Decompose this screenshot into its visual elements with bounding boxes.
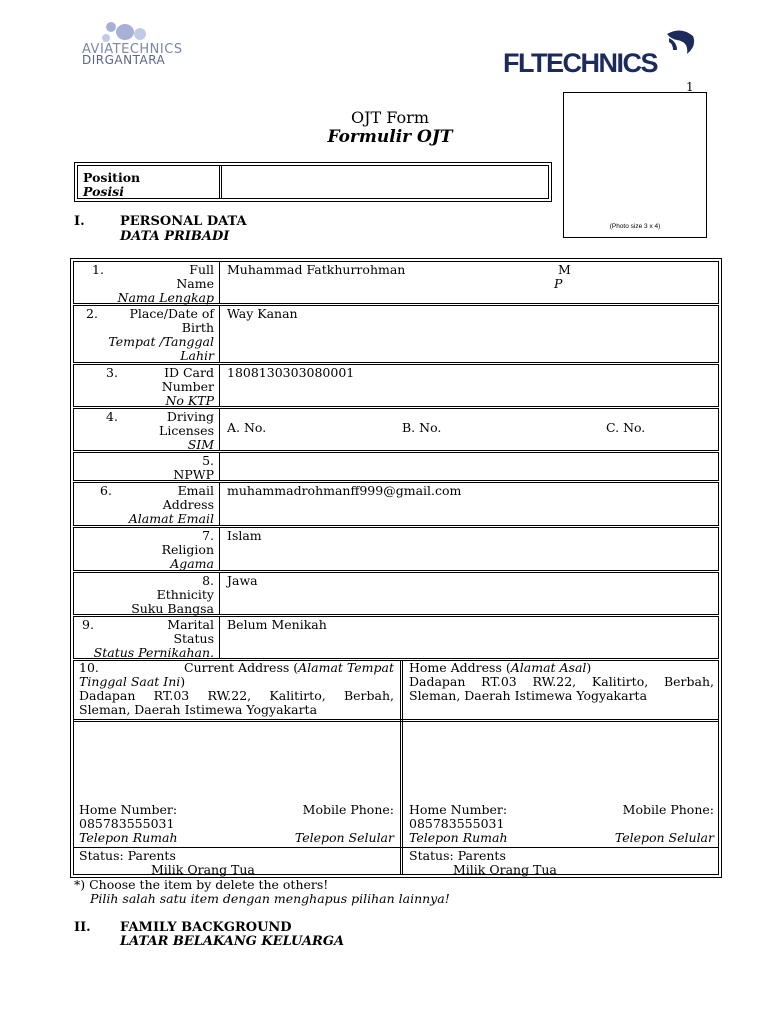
logo-text-line2: DIRGANTARA — [82, 53, 166, 67]
row-label: 3. ID Card Number No KTP — [106, 365, 214, 408]
aviatechnics-logo — [78, 20, 218, 70]
license-a-field[interactable]: A. No. — [227, 420, 267, 435]
note-instruction: *) Choose the item by delete the others! — [74, 877, 329, 892]
row-label: 5. NPWP — [173, 453, 214, 482]
table-row-religion — [73, 527, 719, 571]
photo-placeholder[interactable] — [563, 92, 707, 238]
current-address-cell[interactable]: 10. Current Address (Alamat Tempat Tinggal Saat Ini) Dadapan RT.03 RW.22, Kalitirto, Berbah, Sleman, Daerah Istimewa Yogyakarta — [79, 660, 394, 717]
table-row-marital-status — [73, 616, 719, 659]
license-c-field[interactable]: C. No. — [606, 420, 646, 435]
ethnicity-value[interactable]: Jawa — [227, 573, 258, 588]
email-value[interactable]: muhammadrohmanff999@gmail.com — [227, 483, 462, 498]
home-status-cell[interactable]: Status: Parents Milik Orang Tua — [409, 848, 557, 877]
section-1-number: I. — [74, 214, 85, 229]
fltechnics-logo-text: FLTECHNICS — [503, 48, 657, 78]
photo-size-note: (Photo size 3 x 4) — [609, 223, 661, 230]
section-2-title-id: LATAR BELAKANG KELUARGA — [120, 934, 345, 949]
birth-value[interactable]: Way Kanan — [227, 306, 298, 321]
note-instruction-id: Pilih salah satu item dengan menghapus pilihan lainnya! — [90, 891, 450, 906]
full-name-value[interactable]: Muhammad Fatkhurrohman — [227, 262, 406, 277]
table-row-id-card — [73, 364, 719, 407]
table-row-email — [73, 482, 719, 526]
section-1-title-id: DATA PRIBADI — [120, 229, 230, 244]
row-label: 1. Full Name Nama Lengkap — [92, 262, 214, 305]
license-b-field[interactable]: B. No. — [402, 420, 442, 435]
position-label: Position — [83, 170, 141, 185]
current-phone-cell[interactable]: Home Number: Mobile Phone: 085783555031 Telepon Rumah Telepon Selular — [79, 802, 394, 845]
form-title: OJT Form — [351, 108, 429, 127]
fltechnics-swoosh-icon — [663, 28, 697, 58]
marital-status-value[interactable]: Belum Menikah — [227, 617, 327, 632]
section-2-title: FAMILY BACKGROUND — [120, 920, 292, 935]
id-card-value[interactable]: 1808130303080001 — [227, 365, 355, 380]
position-box — [74, 162, 552, 202]
table-row-driving-licenses — [73, 408, 719, 451]
table-row-birth — [73, 305, 719, 363]
home-phone-cell[interactable]: Home Number: Mobile Phone: 085783555031 Telepon Rumah Telepon Selular — [409, 802, 714, 845]
form-title-id: Formulir OJT — [327, 127, 453, 147]
row-label: 4. Driving Licenses SIM — [106, 409, 214, 452]
position-label-id: Posisi — [83, 184, 124, 199]
section-2-number: II. — [74, 920, 91, 935]
table-row-npwp — [73, 452, 719, 481]
row-label: 8. Ethnicity Suku Bangsa — [131, 573, 214, 616]
logo-text-line1: AVIATECHNICS — [82, 42, 183, 57]
row-label: 2. Place/Date of Birth Tempat /Tanggal Lahir — [86, 306, 214, 363]
section-1-title: PERSONAL DATA — [120, 214, 247, 229]
row-label: 7. Religion Agama — [161, 528, 214, 571]
religion-value[interactable]: Islam — [227, 528, 262, 543]
current-status-cell[interactable]: Status: Parents Milik Orang Tua — [79, 848, 255, 877]
personal-data-table — [70, 258, 722, 878]
row-label: 6. Email Address Alamat Email — [100, 483, 214, 526]
home-address-cell[interactable]: Home Address (Alamat Asal) Dadapan RT.03 RW.22, Kalitirto, Berbah, Sleman, Daerah Istimewa Yogyakarta — [409, 660, 714, 703]
table-row-ethnicity — [73, 572, 719, 615]
table-row-full-name — [73, 261, 719, 304]
row-label: 9. Marital Status Status Pernikahan. — [82, 617, 214, 660]
position-field[interactable] — [228, 170, 544, 198]
page-number: 1 — [686, 80, 694, 94]
fltechnics-logo — [503, 28, 703, 80]
address-block — [73, 660, 719, 875]
gender-option[interactable]: M P — [554, 262, 571, 291]
